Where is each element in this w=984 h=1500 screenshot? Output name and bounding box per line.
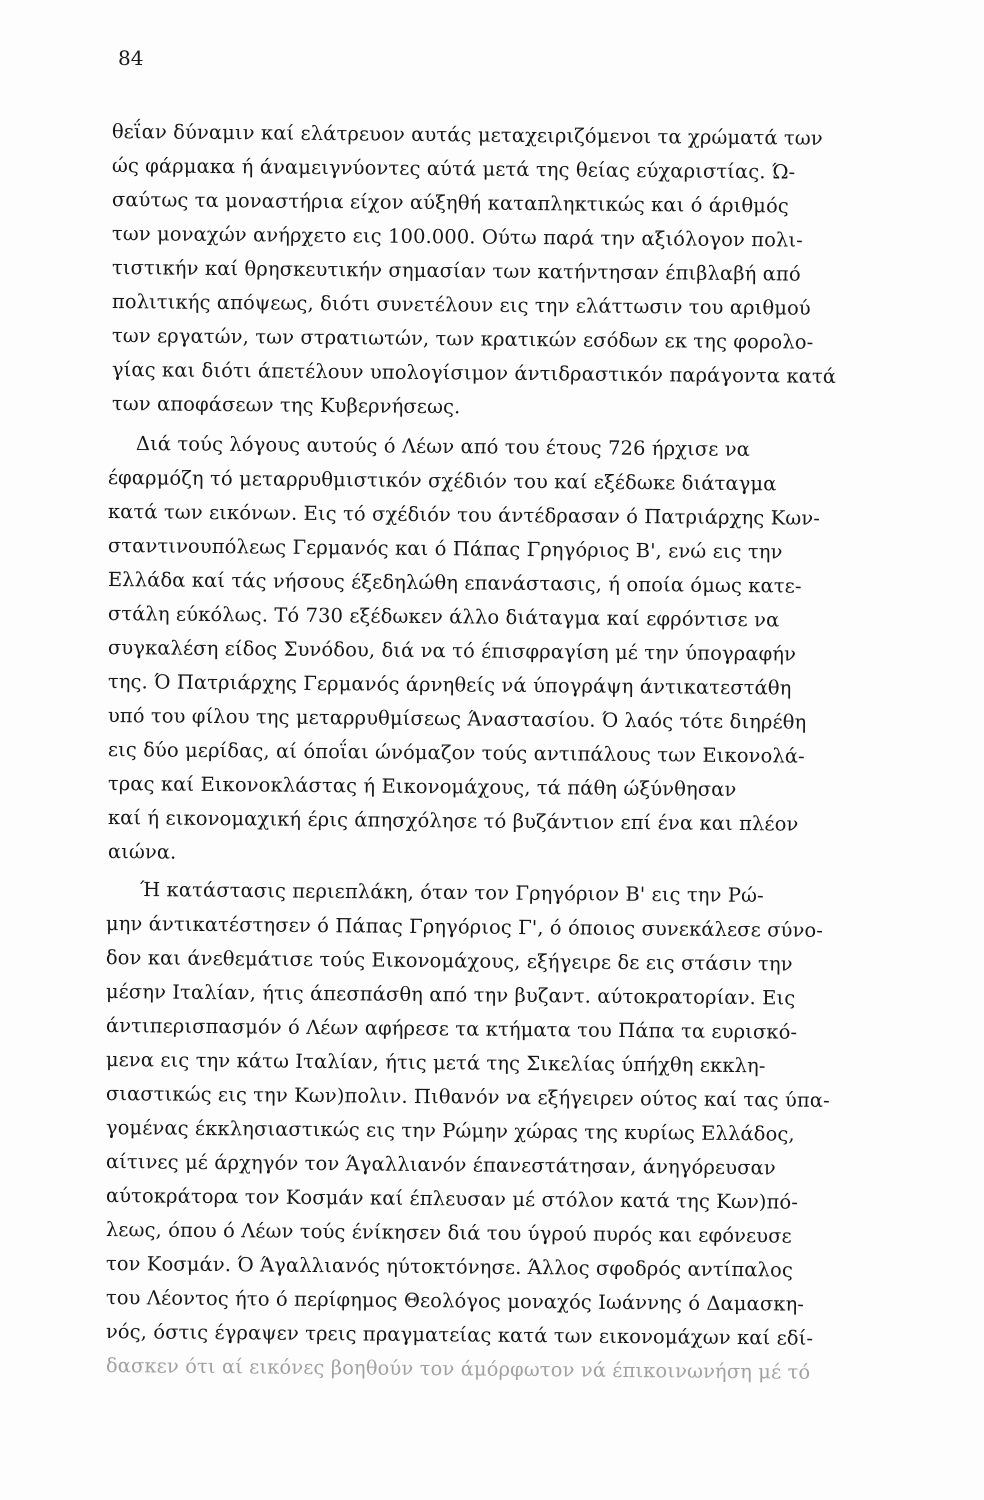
text-line: Ή κατάστασις περιεπλάκη, όταν τον Γρηγόριον Β' εις την Ρώ- — [139, 878, 764, 907]
text-line: των αποφάσεων της Κυβερνήσεως. — [111, 392, 461, 419]
text-line: νός, όστις έγραψεν τρεις πραγματείας κατά των εικονομάχων καί εδί- — [105, 1320, 814, 1350]
text-line: στάλη εύκόλως. Τό 730 εξέδωκεν άλλο διάταγμα καί εφρόντισε να — [107, 602, 780, 632]
text-line: εις δύο μερίδας, αί όποΐαι ώνόμαζον τούς αντιπάλους των Εικονολά- — [107, 738, 805, 768]
text-line: τρας καί Εικονοκλάστας ή Εικονομάχους, τά πάθη ώξύνθησαν — [107, 772, 737, 802]
text-line: γομένας έκκλησιαστικώς εις την Ρώμην χώρας της κυρίως Ελλάδος, — [105, 1116, 795, 1146]
text-line: καί ή εικονομαχική έρις άπησχόλησε τό βυζάντιον επί ένα και πλέον — [107, 806, 799, 836]
text-line: υπό του φίλου της μεταρρυθμίσεως Άναστασίου. Ό λαός τότε διηρέθη — [107, 704, 807, 734]
text-line: πολιτικής απόψεως, διότι συνετέλουν εις την ελάττωσιν του αριθμού — [111, 290, 811, 320]
text-line: του Λέοντος ήτο ό περίφημος Θεολόγος μοναχός Ιωάννης ό Δαμασκη- — [105, 1286, 805, 1316]
text-line: συγκαλέση είδος Συνόδου, διά να τό έπισφραγίση μέ την ύπογραφήν — [107, 636, 797, 666]
text-line: τιστικήν καί θρησκευτικήν σημασίαν των κατήντησαν έπιβλαβή από — [111, 256, 801, 286]
text-line: δον και άνεθεμάτισε τούς Εικονομάχους, εξήγειρε δε εις στάσιν την — [105, 946, 793, 976]
text-line: των μοναχών ανήρχετο εις 100.000. Ούτω παρά την αξιόλογον πολι- — [111, 222, 803, 252]
text-line: της. Ό Πατριάρχης Γερμανός άρνηθείς νά ύπογράψη άντικατεστάθη — [107, 670, 792, 700]
text-line: τον Κοσμάν. Ό Άγαλλιανός ηύτοκτόνησε. Άλλος σφοδρός αντίπαλος — [105, 1252, 794, 1282]
text-line: μην άντικατέστησεν ό Πάπας Γρηγόριος Γ', ό όποιος συνεκάλεσε σύνο- — [105, 912, 824, 942]
text-line: έφαρμόζη τό μεταρρυθμιστικόν σχέδιόν του καί εξέδωκε διάταγμα — [107, 466, 777, 496]
text-line: αίτινες μέ άρχηγόν τον Άγαλλιανόν έπανεστάτησαν, άνηγόρευσαν — [105, 1150, 776, 1180]
text-line: λεως, όπου ό Λέων τούς ένίκησεν διά του ύγρού πυρός και εφόνευσε — [105, 1218, 792, 1248]
text-line: δασκεν ότι αί εικόνες βοηθούν τον άμόρφωτον νά έπικοινωνήση μέ τό — [105, 1354, 811, 1384]
text-line: αιώνα. — [107, 840, 177, 864]
text-line: μενα εις την κάτω Ιταλίαν, ήτις μετά της Σικελίας ύπήχθη εκκλη- — [105, 1048, 766, 1078]
text-line: σιαστικώς εις την Κων)πολιν. Πιθανόν να εξήγειρεν ούτος καί τας ύπα- — [105, 1082, 830, 1112]
text-line: κατά των εικόνων. Εις τό σχέδιόν του άντέδρασαν ό Πατριάρχης Κων- — [107, 500, 821, 530]
text-line: άντιπερισπασμόν ό Λέων αφήρεσε τα κτήματα του Πάπα τα ευρισκό- — [105, 1014, 798, 1044]
text-line: μέσην Ιταλίαν, ήτις άπεσπάσθη από την βυζαντ. αύτοκρατορίαν. Εις — [105, 980, 796, 1010]
text-line: σαύτως τα μοναστήρια είχον αύξηθή καταπληκτικώς και ό άριθμός — [111, 188, 789, 218]
text-line: Ελλάδα καί τάς νήσους έξεδηλώθη επανάστασις, ή οποία όμως κατε- — [107, 568, 802, 598]
text-line: ώς φάρμακα ή άναμειγνύοντες αύτά μετά της θείας εύχαριστίας. Ώ- — [111, 154, 796, 184]
text-line: σταντινουπόλεως Γερμανός και ό Πάπας Γρηγόριος Β', ενώ εις την — [107, 534, 783, 564]
text-line: γίας και διότι άπετέλουν υπολογίσιμον άντιδραστικόν παράγοντα κατά — [111, 358, 837, 388]
text-line: Διά τούς λόγους αυτούς ό Λέων από του έτους 726 ήρχισε να — [135, 432, 751, 461]
text-line: αύτοκράτορα τον Κοσμάν καί έπλευσαν μέ στόλον κατά της Κων)πό- — [105, 1184, 799, 1214]
text-line: των εργατών, των στρατιωτών, των κρατικών εσόδων εκ της φορολο- — [111, 324, 814, 354]
text-line: θεΐαν δύναμιν καί ελάτρευον αυτάς μεταχειριζόμενοι τα χρώματά των — [111, 120, 823, 150]
page-number: 84 — [118, 46, 144, 70]
